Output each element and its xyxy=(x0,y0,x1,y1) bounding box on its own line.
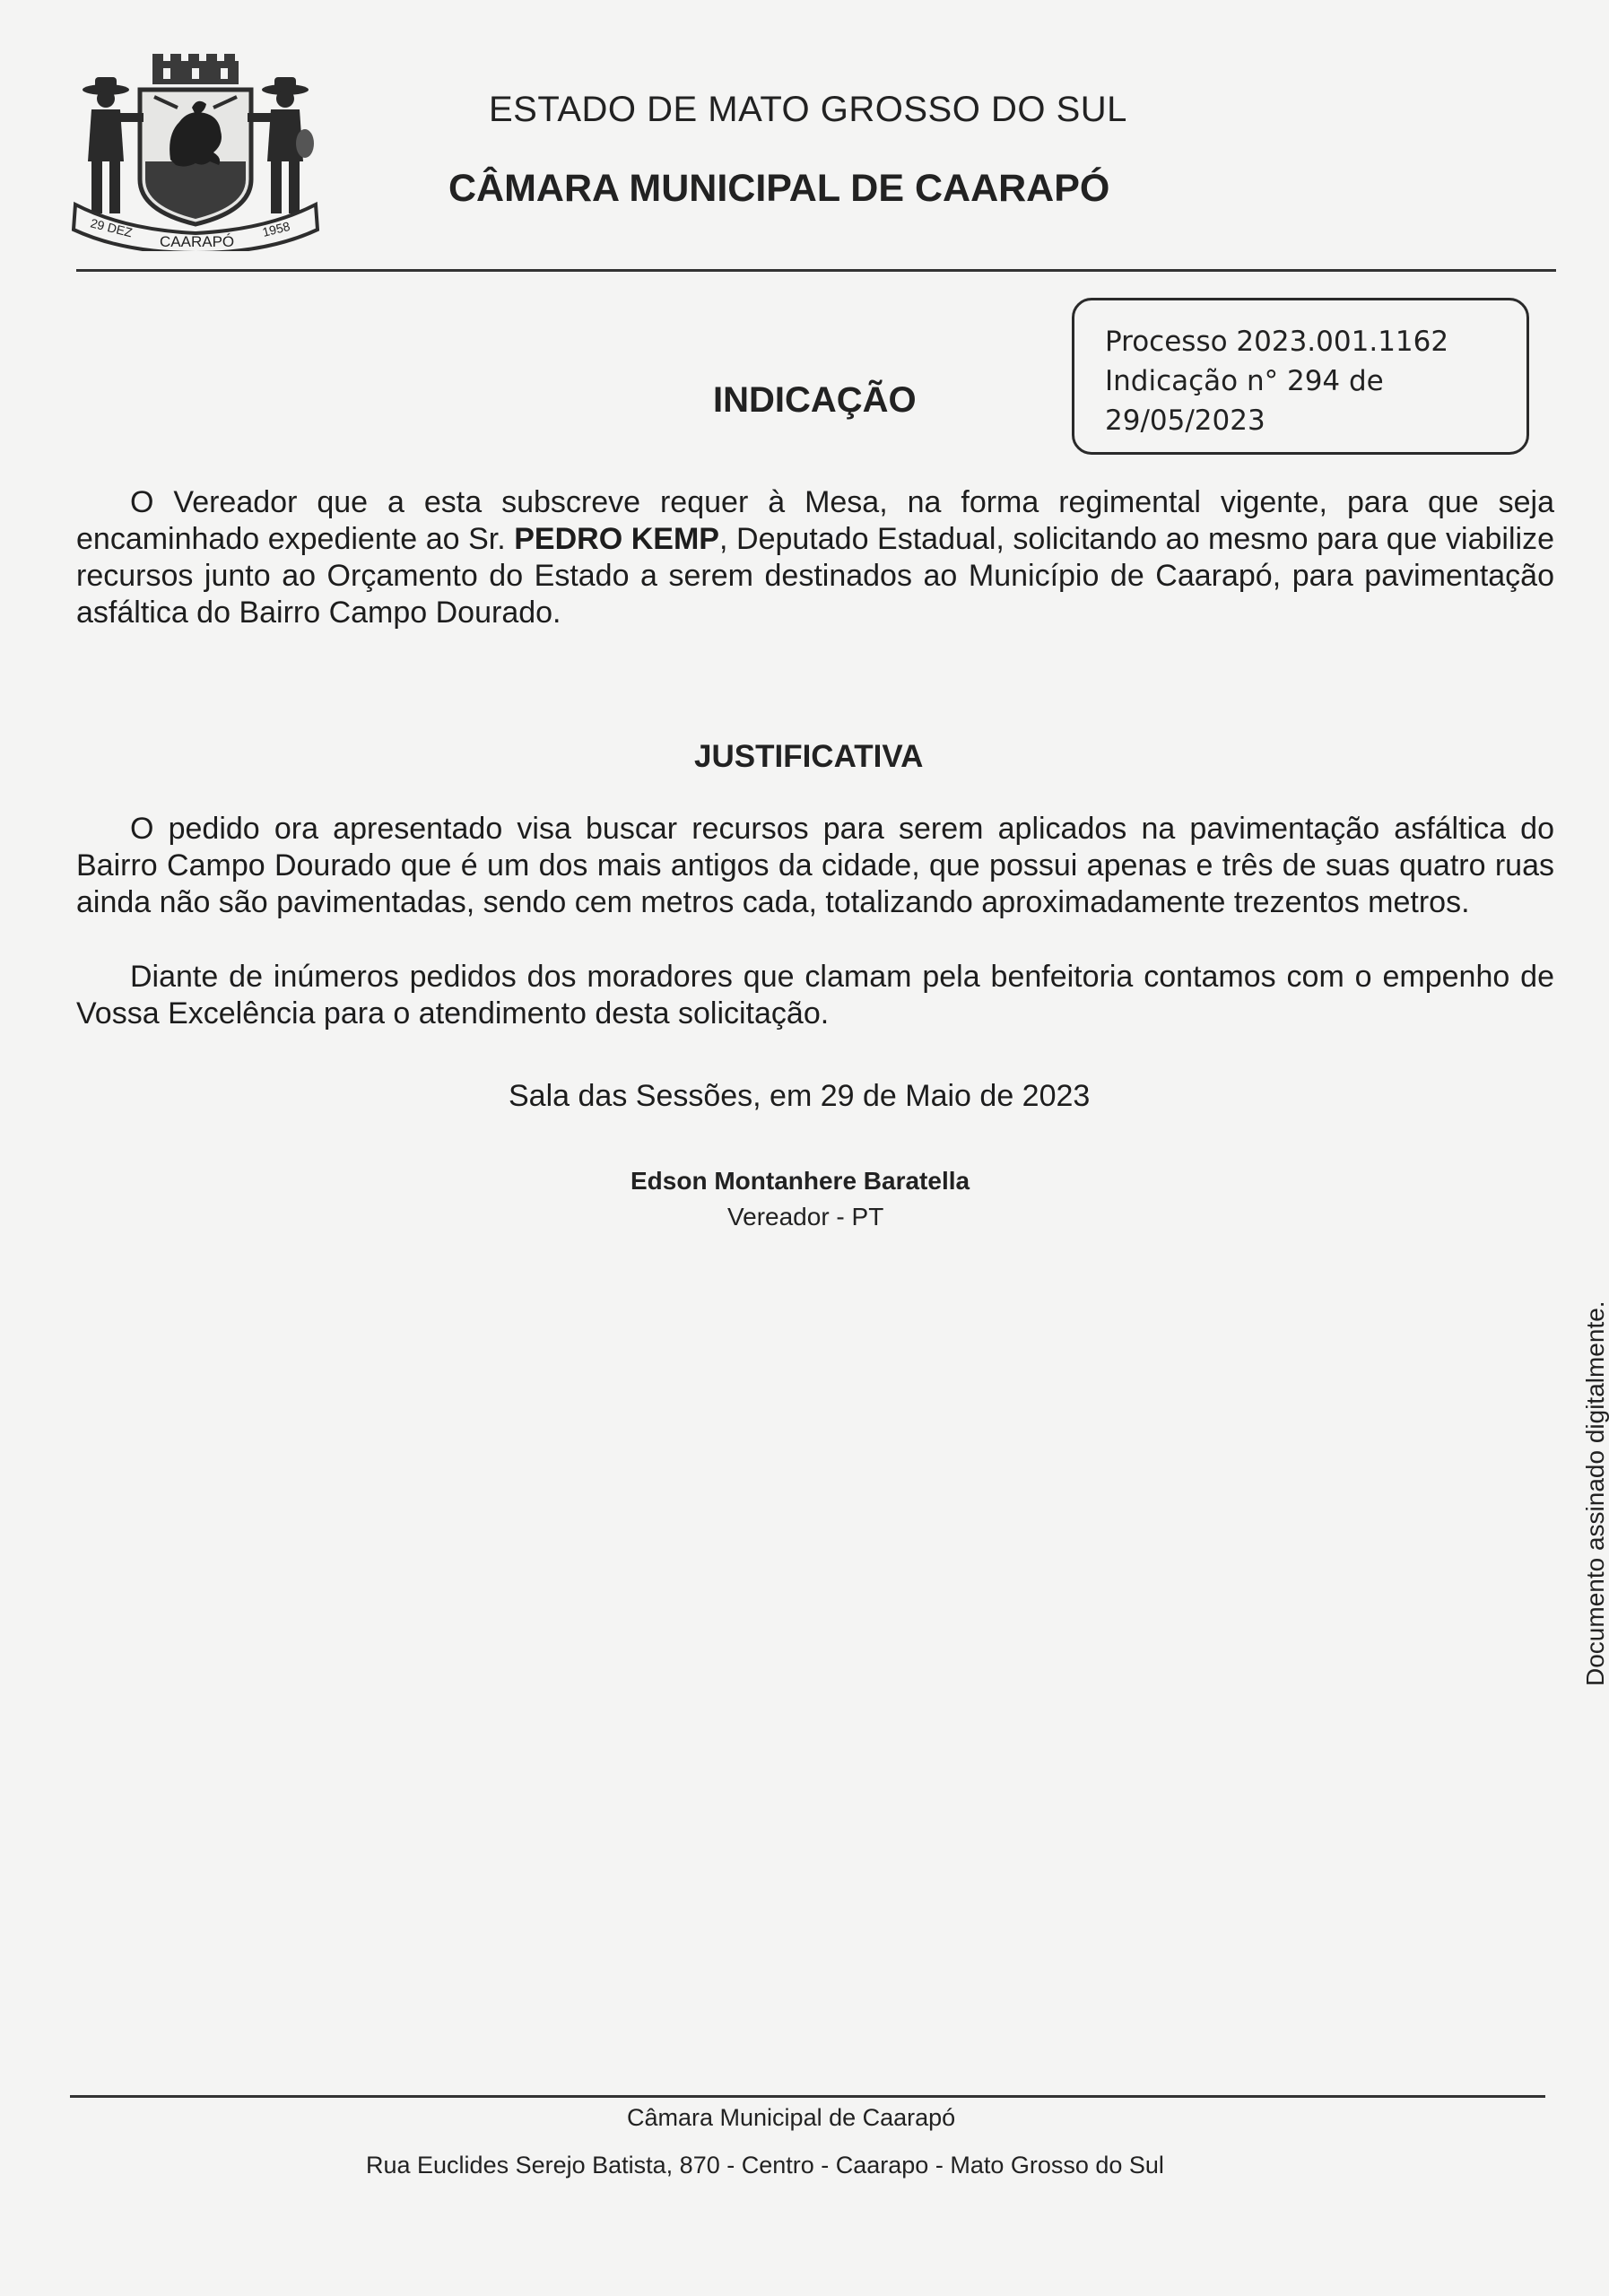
justification-text-2: Diante de inúmeros pedidos dos moradores que clamam pela benfeitoria contamos com o empenho de Vossa Excelência para o atendimento desta solicitação. xyxy=(76,960,1554,1031)
signer-role: Vereador - PT xyxy=(727,1203,884,1231)
recipient-name: PEDRO KEMP xyxy=(514,522,719,556)
request-paragraph xyxy=(76,484,1554,631)
seal-date-text: 29 DEZ xyxy=(89,215,135,240)
digital-signature-note: Documento assinado digitalmente. xyxy=(1581,1300,1609,1686)
process-number: Processo 2023.001.1162 xyxy=(1105,326,1449,358)
footer-address: Rua Euclides Serejo Batista, 870 - Centro - Caarapo - Mato Grosso do Sul xyxy=(366,2152,1164,2179)
footer-divider xyxy=(70,2095,1545,2098)
justification-text-1: O pedido ora apresentado visa buscar recursos para serem aplicados na pavimentação asfáltica do Bairro Campo Dourado que é um dos mais antigos da cidade, que possui apenas e três de suas quatro ruas ainda não são pavimentadas, sendo cem metros cada, totalizando aproximadamente trezentos metros. xyxy=(76,812,1554,919)
indication-number: Indicação n° 294 de xyxy=(1105,365,1384,397)
header-divider xyxy=(76,269,1556,272)
justification-paragraph-1 xyxy=(76,811,1554,921)
justification-title: JUSTIFICATIVA xyxy=(694,739,924,774)
seal-year-text: 1958 xyxy=(260,218,291,239)
municipal-coat-of-arms xyxy=(70,54,321,251)
right-supporter-icon xyxy=(248,77,314,213)
request-text-end: , Deputado Estadual, solicitando ao mesmo para que viabilize recursos junto ao Orçamento do Estado a serem destinados ao Município de Caarapó, para pavimentação asfáltica do Bairro Campo Dourado. xyxy=(76,522,1554,630)
place-and-date: Sala das Sessões, em 29 de Maio de 2023 xyxy=(509,1079,1091,1113)
indication-date: 29/05/2023 xyxy=(1105,404,1265,437)
footer-institution: Câmara Municipal de Caarapó xyxy=(627,2104,956,2131)
request-text-start: O Vereador que a esta subscreve requer à Mesa, na forma regimental vigente, para que seja encaminhado expediente ao Sr. xyxy=(76,485,1554,556)
state-name: ESTADO DE MATO GROSSO DO SUL xyxy=(489,90,1127,129)
document-title: INDICAÇÃO xyxy=(713,380,917,420)
left-supporter-icon xyxy=(83,77,144,213)
signer-name: Edson Montanhere Baratella xyxy=(631,1167,970,1195)
chamber-name: CÂMARA MUNICIPAL DE CAARAPÓ xyxy=(448,167,1110,210)
protocol-stamp xyxy=(1072,298,1529,455)
crown-icon xyxy=(152,54,239,84)
justification-paragraph-2 xyxy=(76,959,1554,1032)
seal-city-text: CAARAPÓ xyxy=(160,233,235,250)
